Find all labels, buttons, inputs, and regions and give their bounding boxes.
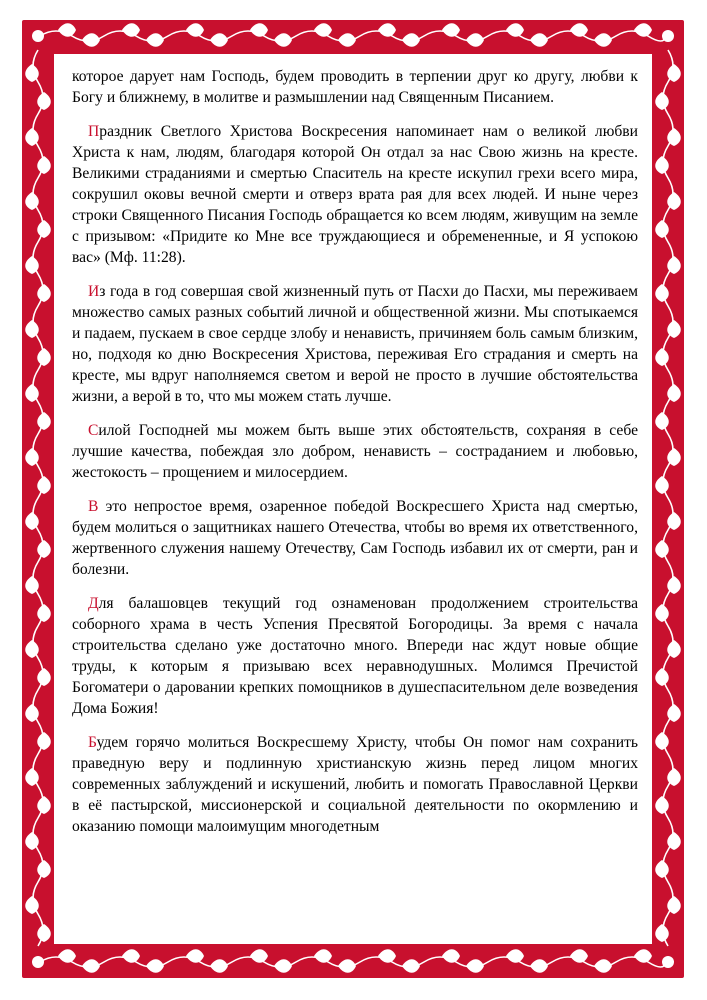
- paragraph-text: ля балашовцев текущий год ознаменован продолжением строительства соборного храма в честь Успения Пресвятой Богородицы. За время с начала строительства сделано уже достаточно много. Впереди нас ждут новые общие труды, к которым я призываю всех неравнодушных. Молимся Пречистой Богоматери о даровании крепких помощников в душеспасительном деле возведения Дома Божия!: [72, 595, 638, 717]
- paragraph-text: илой Господней мы можем быть выше этих обстоятельств, сохраняя в себе лучшие качества, побеждая зло добром, ненависть – состраданием и любовью, жестокость – прощением и милосердием.: [72, 422, 638, 481]
- initial-letter: П: [88, 123, 100, 140]
- paragraph: [72, 121, 638, 268]
- paragraph: [72, 281, 638, 407]
- initial-letter: Б: [88, 734, 97, 751]
- paragraph: [72, 496, 638, 580]
- paragraph-text: з года в год совершая свой жизненный путь от Пасхи до Пасхи, мы переживаем множество самых разных событий личной и общественной жизни. Мы спотыкаемся и падаем, пускаем в свое сердце злобу и ненависть, причиняем боль самым близким, но, подходя ко дню Воскресения Христова, переживая Его страдания и смерть на кресте, мы вдруг наполняемся светом и верой не просто в лучшие обстоятельства жизни, а верой в то, что мы можем стать лучше.: [72, 283, 638, 405]
- paragraph-text: которое дарует нам Господь, будем проводить в терпении друг ко другу, любви к Богу и ближнему, в молитве и размышлении над Священным Писанием.: [72, 68, 638, 106]
- paragraph: [72, 66, 638, 108]
- paragraph: [72, 420, 638, 483]
- paragraph-text: это непростое время, озаренное победой Воскресшего Христа над смертью, будем молиться о защитниках нашего Отечества, чтобы во время их ответственного, жертвенного служения нашему Отечеству, Сам Господь избавил их от смерти, ран и болезни.: [72, 498, 638, 578]
- initial-letter: С: [88, 422, 99, 439]
- paragraph: [72, 593, 638, 719]
- initial-letter: В: [88, 498, 99, 515]
- paragraph: [72, 732, 638, 837]
- paragraph-text: удем горячо молиться Воскресшему Христу, чтобы Он помог нам сохранить праведную веру и подлинную христианскую жизнь перед лицом многих современных заблуждений и искушений, любить и помогать Православной Церкви в её пастырской, миссионерской и социальной деятельности по окормлению и оказанию помощи малоимущим многодетным: [72, 734, 638, 835]
- letter-body: [72, 66, 638, 936]
- initial-letter: Д: [88, 595, 99, 612]
- initial-letter: И: [88, 283, 100, 300]
- paragraph-text: раздник Светлого Христова Воскресения напоминает нам о великой любви Христа к нам, людям, благодаря которой Он отдал за нас Свою жизнь на кресте. Великими страданиями и смертью Спаситель на кресте искупил грехи всего мира, сокрушил оковы вечной смерти и отверз врата рая для всех людей. И ныне через строки Священного Писания Господь обращается ко всем людям, живущим на земле с призывом: «Придите ко Мне все труждающиеся и обремененные, и Я успокою вас» (Мф. 11:28).: [72, 123, 638, 266]
